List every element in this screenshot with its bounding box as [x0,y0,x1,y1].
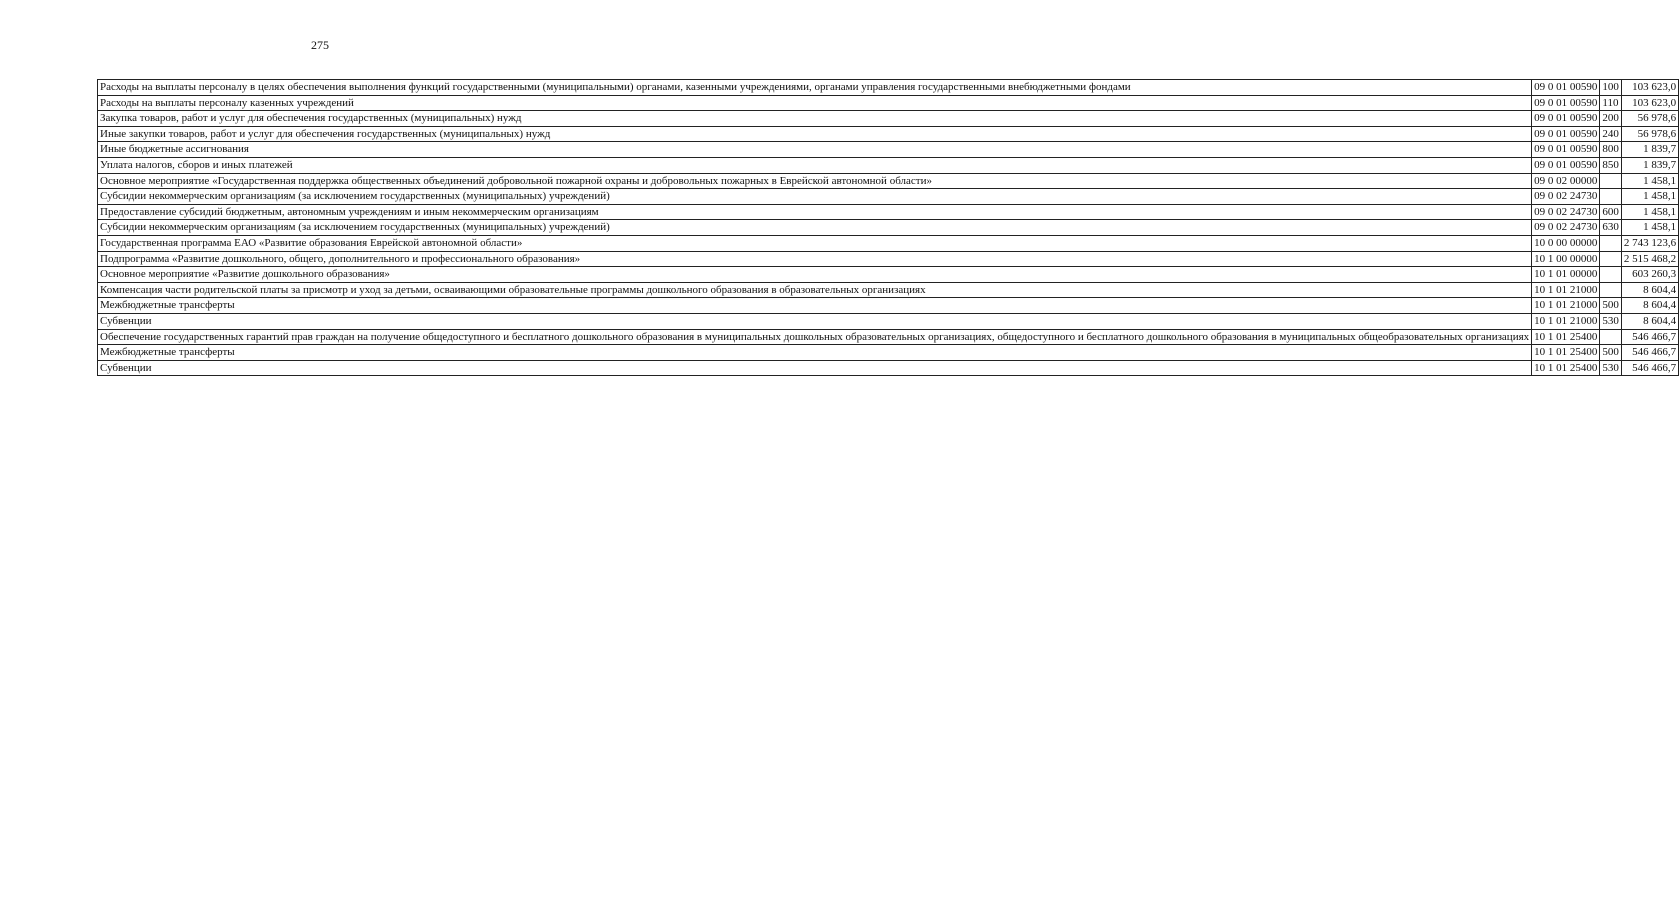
expense-name-cell: Иные закупки товаров, работ и услуг для обеспечения государственных (муниципальных) нужд [98,126,1532,142]
program-code-cell: 10 1 01 25400 [1532,345,1600,361]
program-code-cell: 10 1 01 00000 [1532,267,1600,283]
expense-type-cell: 800 [1600,142,1622,158]
expense-type-cell [1600,189,1622,205]
amount-cell: 603 260,3 [1621,267,1678,283]
table-row [98,329,1679,345]
expense-type-cell: 100 [1600,80,1622,96]
budget-table-body [98,80,1679,376]
table-row [98,126,1679,142]
table-row [98,142,1679,158]
expense-type-cell [1600,282,1622,298]
program-code-cell: 09 0 01 00590 [1532,157,1600,173]
table-row [98,80,1679,96]
amount-cell: 56 978,6 [1621,111,1678,127]
table-row [98,189,1679,205]
table-row [98,235,1679,251]
program-code-cell: 09 0 02 24730 [1532,189,1600,205]
expense-type-cell [1600,267,1622,283]
table-row [98,95,1679,111]
expense-type-cell: 530 [1600,313,1622,329]
table-row [98,345,1679,361]
expense-type-cell: 200 [1600,111,1622,127]
expense-type-cell: 110 [1600,95,1622,111]
expense-type-cell: 600 [1600,204,1622,220]
amount-cell: 103 623,0 [1621,95,1678,111]
expense-type-cell [1600,251,1622,267]
amount-cell: 1 458,1 [1621,173,1678,189]
budget-table [97,79,1679,376]
expense-name-cell: Предоставление субсидий бюджетным, автономным учреждениям и иным некоммерческим организациям [98,204,1532,220]
expense-name-cell: Уплата налогов, сборов и иных платежей [98,157,1532,173]
expense-name-cell: Субвенции [98,360,1532,376]
program-code-cell: 10 1 01 21000 [1532,298,1600,314]
expense-name-cell: Иные бюджетные ассигнования [98,142,1532,158]
amount-cell: 8 604,4 [1621,282,1678,298]
amount-cell: 1 839,7 [1621,142,1678,158]
amount-cell: 56 978,6 [1621,126,1678,142]
expense-type-cell: 500 [1600,298,1622,314]
page-number: 275 [311,38,329,52]
program-code-cell: 10 1 00 00000 [1532,251,1600,267]
expense-type-cell: 500 [1600,345,1622,361]
table-row [98,298,1679,314]
amount-cell: 8 604,4 [1621,298,1678,314]
amount-cell: 1 458,1 [1621,204,1678,220]
program-code-cell: 09 0 01 00590 [1532,80,1600,96]
amount-cell: 8 604,4 [1621,313,1678,329]
program-code-cell: 09 0 02 24730 [1532,220,1600,236]
expense-type-cell: 850 [1600,157,1622,173]
amount-cell: 2 515 468,2 [1621,251,1678,267]
program-code-cell: 09 0 01 00590 [1532,142,1600,158]
expense-type-cell: 530 [1600,360,1622,376]
amount-cell: 546 466,7 [1621,329,1678,345]
table-row [98,313,1679,329]
program-code-cell: 10 1 01 21000 [1532,313,1600,329]
amount-cell: 546 466,7 [1621,360,1678,376]
table-row [98,267,1679,283]
expense-name-cell: Основное мероприятие «Развитие дошкольного образования» [98,267,1532,283]
program-code-cell: 09 0 02 24730 [1532,204,1600,220]
expense-name-cell: Субсидии некоммерческим организациям (за исключением государственных (муниципальных) учреждений) [98,220,1532,236]
expense-name-cell: Подпрограмма «Развитие дошкольного, общего, дополнительного и профессионального образования» [98,251,1532,267]
expense-type-cell [1600,235,1622,251]
expense-name-cell: Закупка товаров, работ и услуг для обеспечения государственных (муниципальных) нужд [98,111,1532,127]
program-code-cell: 10 1 01 21000 [1532,282,1600,298]
expense-name-cell: Компенсация части родительской платы за присмотр и уход за детьми, осваивающими образовательные программы дошкольного образования в образовательных организациях [98,282,1532,298]
amount-cell: 1 458,1 [1621,189,1678,205]
amount-cell: 546 466,7 [1621,345,1678,361]
table-row [98,251,1679,267]
program-code-cell: 09 0 01 00590 [1532,126,1600,142]
expense-name-cell: Расходы на выплаты персоналу казенных учреждений [98,95,1532,111]
program-code-cell: 10 0 00 00000 [1532,235,1600,251]
expense-name-cell: Межбюджетные трансферты [98,345,1532,361]
table-row [98,360,1679,376]
table-row [98,173,1679,189]
table-row [98,282,1679,298]
expense-type-cell: 630 [1600,220,1622,236]
program-code-cell: 09 0 01 00590 [1532,111,1600,127]
table-row [98,111,1679,127]
table-row [98,220,1679,236]
amount-cell: 103 623,0 [1621,80,1678,96]
expense-name-cell: Межбюджетные трансферты [98,298,1532,314]
expense-name-cell: Субсидии некоммерческим организациям (за исключением государственных (муниципальных) учреждений) [98,189,1532,205]
amount-cell: 1 458,1 [1621,220,1678,236]
table-row [98,204,1679,220]
expense-type-cell [1600,173,1622,189]
expense-name-cell: Основное мероприятие «Государственная поддержка общественных объединений добровольной пожарной охраны и добровольных пожарных в Еврейской автономной области» [98,173,1532,189]
program-code-cell: 10 1 01 25400 [1532,329,1600,345]
expense-name-cell: Обеспечение государственных гарантий прав граждан на получение общедоступного и бесплатного дошкольного образования в муниципальных дошкольных образовательных организациях, общедоступного и бесплатного дошкольного образования в муниципальных общеобразовательных организациях [98,329,1532,345]
amount-cell: 1 839,7 [1621,157,1678,173]
expense-name-cell: Расходы на выплаты персоналу в целях обеспечения выполнения функций государственными (муниципальными) органами, казенными учреждениями, органами управления государственными внебюджетными фондами [98,80,1532,96]
program-code-cell: 09 0 01 00590 [1532,95,1600,111]
expense-type-cell: 240 [1600,126,1622,142]
program-code-cell: 10 1 01 25400 [1532,360,1600,376]
amount-cell: 2 743 123,6 [1621,235,1678,251]
expense-name-cell: Субвенции [98,313,1532,329]
program-code-cell: 09 0 02 00000 [1532,173,1600,189]
expense-type-cell [1600,329,1622,345]
table-row [98,157,1679,173]
expense-name-cell: Государственная программа ЕАО «Развитие образования Еврейской автономной области» [98,235,1532,251]
